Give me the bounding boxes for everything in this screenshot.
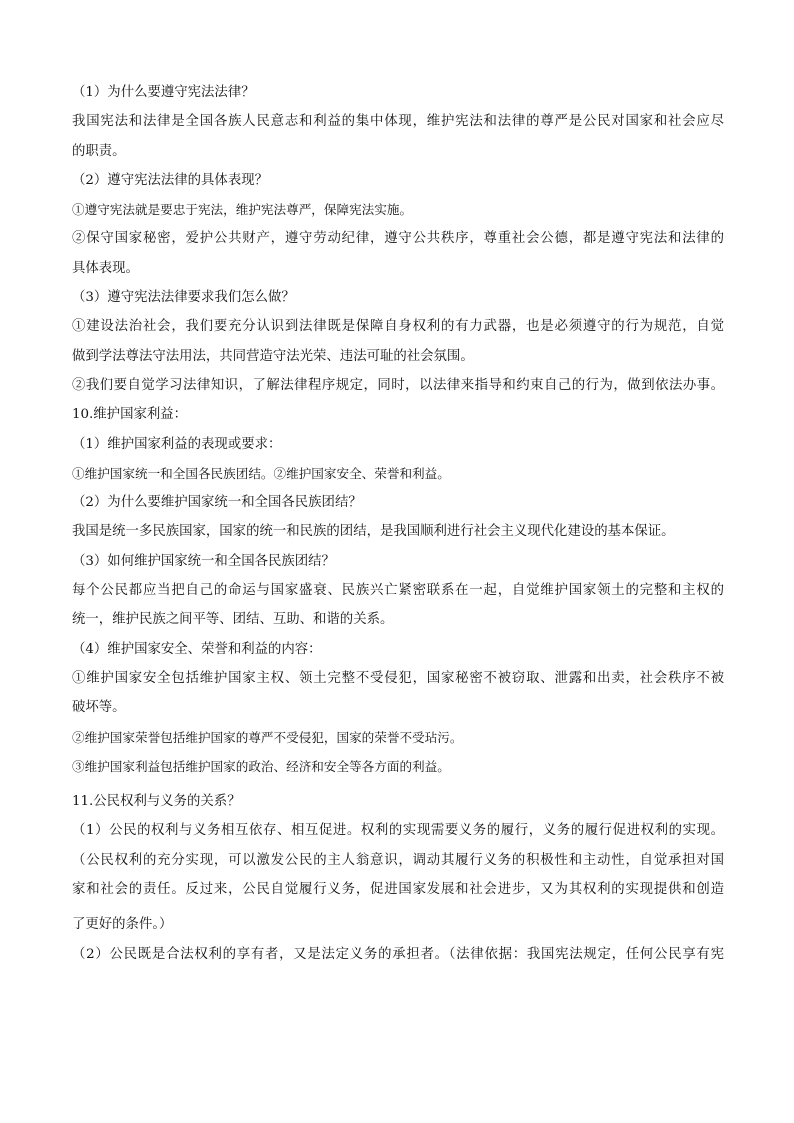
document-page: [72, 78, 724, 969]
text-line: 11.公民权利与义务的关系？: [72, 794, 241, 810]
text-line: 我国宪法和法律是全国各族人民意志和利益的集中体现，维护宪法和法律的尊严是公民对国家和社会应尽: [72, 114, 724, 130]
text-line: 我国是统一多民族国家，国家的统一和民族的团结，是我国顺利进行社会主义现代化建设的基本保证。: [72, 524, 675, 540]
text-line: （1）为什么要遵守宪法法律？: [72, 85, 255, 100]
text-line: 了更好的条件。）: [72, 917, 173, 933]
text-line: ①建设法治社会，我们要充分认识到法律既是保障自身权利的有力武器，也是必须遵守的行为规范，自觉: [72, 319, 724, 335]
text-line: （3）如何维护国家统一和全国各民族团结？: [72, 553, 335, 569]
text-line: ①遵守宪法就是要忠于宪法，维护宪法尊严，保障宪法实施。: [72, 202, 413, 218]
text-line: 统一，维护民族之间平等、团结、互助、和谐的关系。: [72, 612, 394, 628]
text-line: ①维护国家安全包括维护国家主权、领土完整不受侵犯，国家秘密不被窃取、泄露和出卖，社会秩序不被: [72, 670, 724, 686]
text-line: 破坏等。: [72, 700, 126, 716]
text-line: ②我们要自觉学习法律知识，了解法律程序规定，同时，以法律来指导和约束自己的行为，做到依法办事。: [72, 377, 724, 393]
text-line: ②维护国家荣誉包括维护国家的尊严不受侵犯，国家的荣誉不受玷污。: [72, 729, 463, 745]
text-line: 做到学法尊法守法用法，共同营造守法光荣、违法可耻的社会氛围。: [72, 348, 474, 364]
text-line: 家和社会的责任。反过来，公民自觉履行义务，促进国家发展和社会进步，又为其权利的实现提供和创造: [72, 882, 724, 898]
text-line: 的职责。: [72, 143, 126, 159]
text-line: （1）维护国家利益的表现或要求：: [72, 436, 282, 452]
text-line: 每个公民都应当把自己的命运与国家盛衰、民族兴亡紧密联系在一起，自觉维护国家领土的完整和主权的: [72, 583, 724, 599]
text-line: （2）为什么要维护国家统一和全国各民族团结？: [72, 495, 362, 511]
text-line: （4）维护国家安全、荣誉和利益的内容：: [72, 641, 322, 657]
text-line: ①维护国家统一和全国各民族团结。②维护国家安全、荣誉和利益。: [72, 465, 450, 481]
text-line: （2）公民既是合法权利的享有者，又是法定义务的承担者。（法律依据：我国宪法规定，任何公民享有宪: [72, 946, 724, 962]
text-line: （1）公民的权利与义务相互依存、相互促进。权利的实现需要义务的履行，义务的履行促进权利的实现。: [72, 823, 724, 839]
text-line: 具体表现。: [72, 260, 139, 276]
text-line: 10.维护国家利益：: [72, 407, 188, 423]
text-line: （2）遵守宪法法律的具体表现？: [72, 172, 268, 188]
text-line: （公民权利的充分实现，可以激发公民的主人翁意识，调动其履行义务的积极性和主动性，自觉承担对国: [72, 852, 724, 868]
text-line: ②保守国家秘密，爱护公共财产，遵守劳动纪律，遵守公共秩序，尊重社会公德，都是遵守宪法和法律的: [72, 231, 724, 247]
text-line: （3）遵守宪法法律要求我们怎么做？: [72, 290, 295, 306]
text-line: ③维护国家利益包括维护国家的政治、经济和安全等各方面的利益。: [72, 758, 450, 774]
